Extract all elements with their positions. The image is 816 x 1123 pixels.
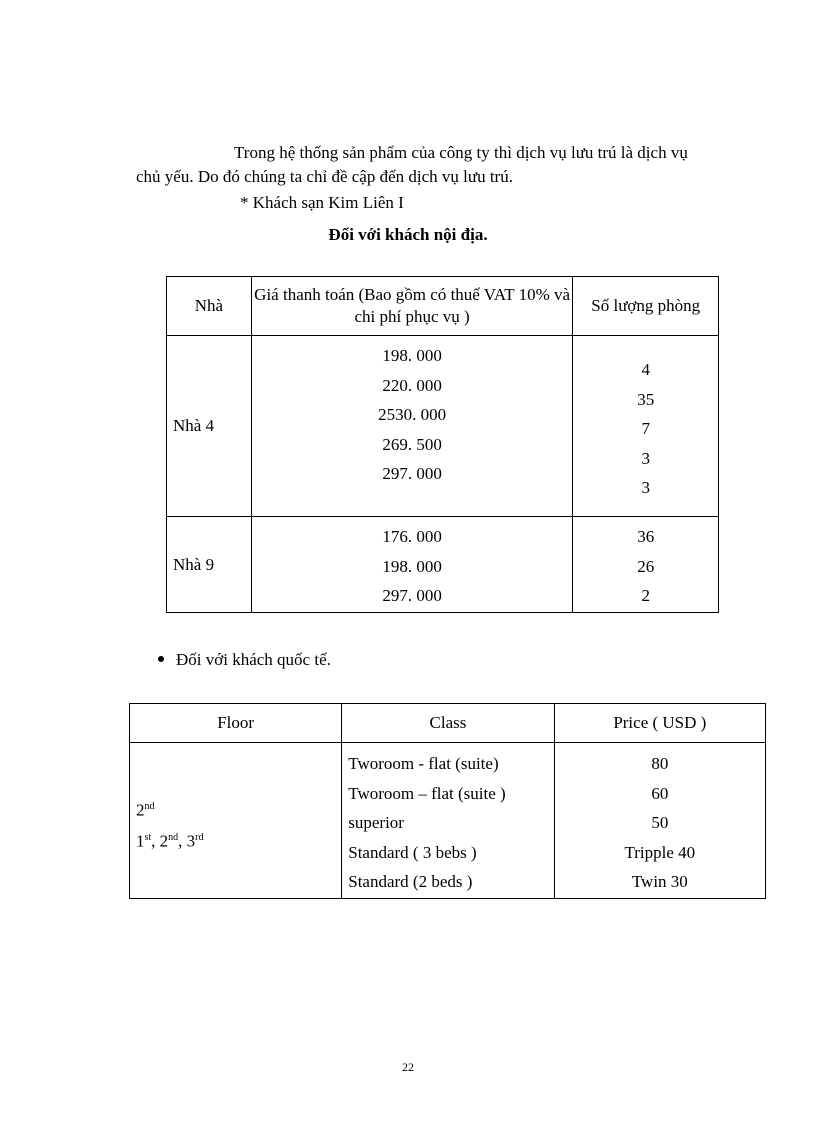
domestic-price-table xyxy=(166,276,719,613)
list-item: 26 xyxy=(637,556,655,576)
list-item: superior xyxy=(348,813,404,832)
list-item: 7 xyxy=(641,419,650,438)
floor-list xyxy=(130,743,341,854)
table-row xyxy=(167,517,719,613)
intro-line-2: chủ yếu. Do đó chúng ta chỉ đề cập đến dịch vụ lưu trú. xyxy=(136,167,513,186)
hotel-name: * Khách sạn Kim Liên I xyxy=(240,193,404,212)
header-floor: Floor xyxy=(130,704,342,743)
price-cell xyxy=(251,517,573,613)
list-item: Tworoom - flat (suite) xyxy=(348,754,499,773)
header-class: Class xyxy=(342,704,554,743)
international-heading xyxy=(158,650,331,670)
table-header-row xyxy=(167,277,719,336)
intro-line-1: Trong hệ thống sản phẩm của công ty thì dịch vụ lưu trú là dịch vụ xyxy=(234,143,688,162)
list-item: 3 xyxy=(641,478,650,497)
list-item: 297. 000 xyxy=(382,464,442,483)
rooms-cell xyxy=(573,336,719,517)
class-cell xyxy=(342,743,554,899)
floor-suffix: st xyxy=(144,831,152,843)
list-item: Tripple 40 xyxy=(624,842,696,862)
price-usd-list xyxy=(555,743,765,897)
table-row xyxy=(167,336,719,517)
list-item: 198. 000 xyxy=(382,556,442,576)
list-item: 176. 000 xyxy=(382,527,442,546)
page-number: 22 xyxy=(402,1060,414,1074)
class-list xyxy=(342,743,553,897)
list-item: Standard (2 beds ) xyxy=(348,872,473,891)
rooms-list xyxy=(573,336,718,503)
list-item: 35 xyxy=(637,389,655,409)
floor-suffix: nd xyxy=(144,801,155,812)
floor-line-1 xyxy=(136,793,341,824)
list-item: Twin 30 xyxy=(631,872,688,891)
list-item: 2 xyxy=(641,586,650,605)
building-label: Nhà 9 xyxy=(167,517,252,613)
price-list xyxy=(252,336,573,489)
floor-suffix: nd xyxy=(168,831,179,843)
list-item: 297. 000 xyxy=(382,586,442,605)
header-building: Nhà xyxy=(167,277,252,336)
rooms-list xyxy=(573,517,718,611)
list-item: 36 xyxy=(637,527,655,546)
international-title: Đối với khách quốc tế. xyxy=(176,650,331,669)
intro-paragraph xyxy=(136,141,756,189)
floor-number: 1 xyxy=(136,831,145,851)
list-item: 3 xyxy=(641,448,650,468)
floor-separator: , xyxy=(151,831,160,851)
list-item: 220. 000 xyxy=(382,375,442,395)
floor-number: 3 xyxy=(186,831,196,851)
price-cell xyxy=(251,336,573,517)
rooms-cell xyxy=(573,517,719,613)
list-item: 50 xyxy=(651,813,669,832)
list-item: 80 xyxy=(651,754,669,773)
floor-cell xyxy=(130,743,342,899)
floor-suffix: rd xyxy=(195,831,204,843)
bullet-icon xyxy=(158,656,164,662)
list-item: Standard ( 3 bebs ) xyxy=(348,842,477,862)
table-row xyxy=(130,743,766,899)
header-rooms: Số lượng phòng xyxy=(573,277,719,336)
floor-number: 2 xyxy=(136,800,145,820)
international-price-table xyxy=(129,703,766,899)
building-label: Nhà 4 xyxy=(167,336,252,517)
header-price: Giá thanh toán (Bao gồm có thuế VAT 10% và chi phí phục vụ ) xyxy=(251,277,573,336)
list-item: 2530. 000 xyxy=(378,405,447,424)
list-item: 198. 000 xyxy=(382,346,442,365)
table-header-row xyxy=(130,704,766,743)
price-list xyxy=(252,517,573,611)
list-item: Tworoom – flat (suite ) xyxy=(348,783,506,803)
header-price-usd: Price ( USD ) xyxy=(554,704,765,743)
list-item: 60 xyxy=(651,783,669,803)
list-item: 269. 500 xyxy=(382,434,442,454)
list-item: 4 xyxy=(641,360,650,379)
floor-number: 2 xyxy=(159,831,169,851)
domestic-title: Đối với khách nội địa. xyxy=(328,225,488,244)
price-usd-cell xyxy=(554,743,765,899)
floor-separator: , xyxy=(178,831,187,851)
floor-line-2 xyxy=(136,824,341,855)
